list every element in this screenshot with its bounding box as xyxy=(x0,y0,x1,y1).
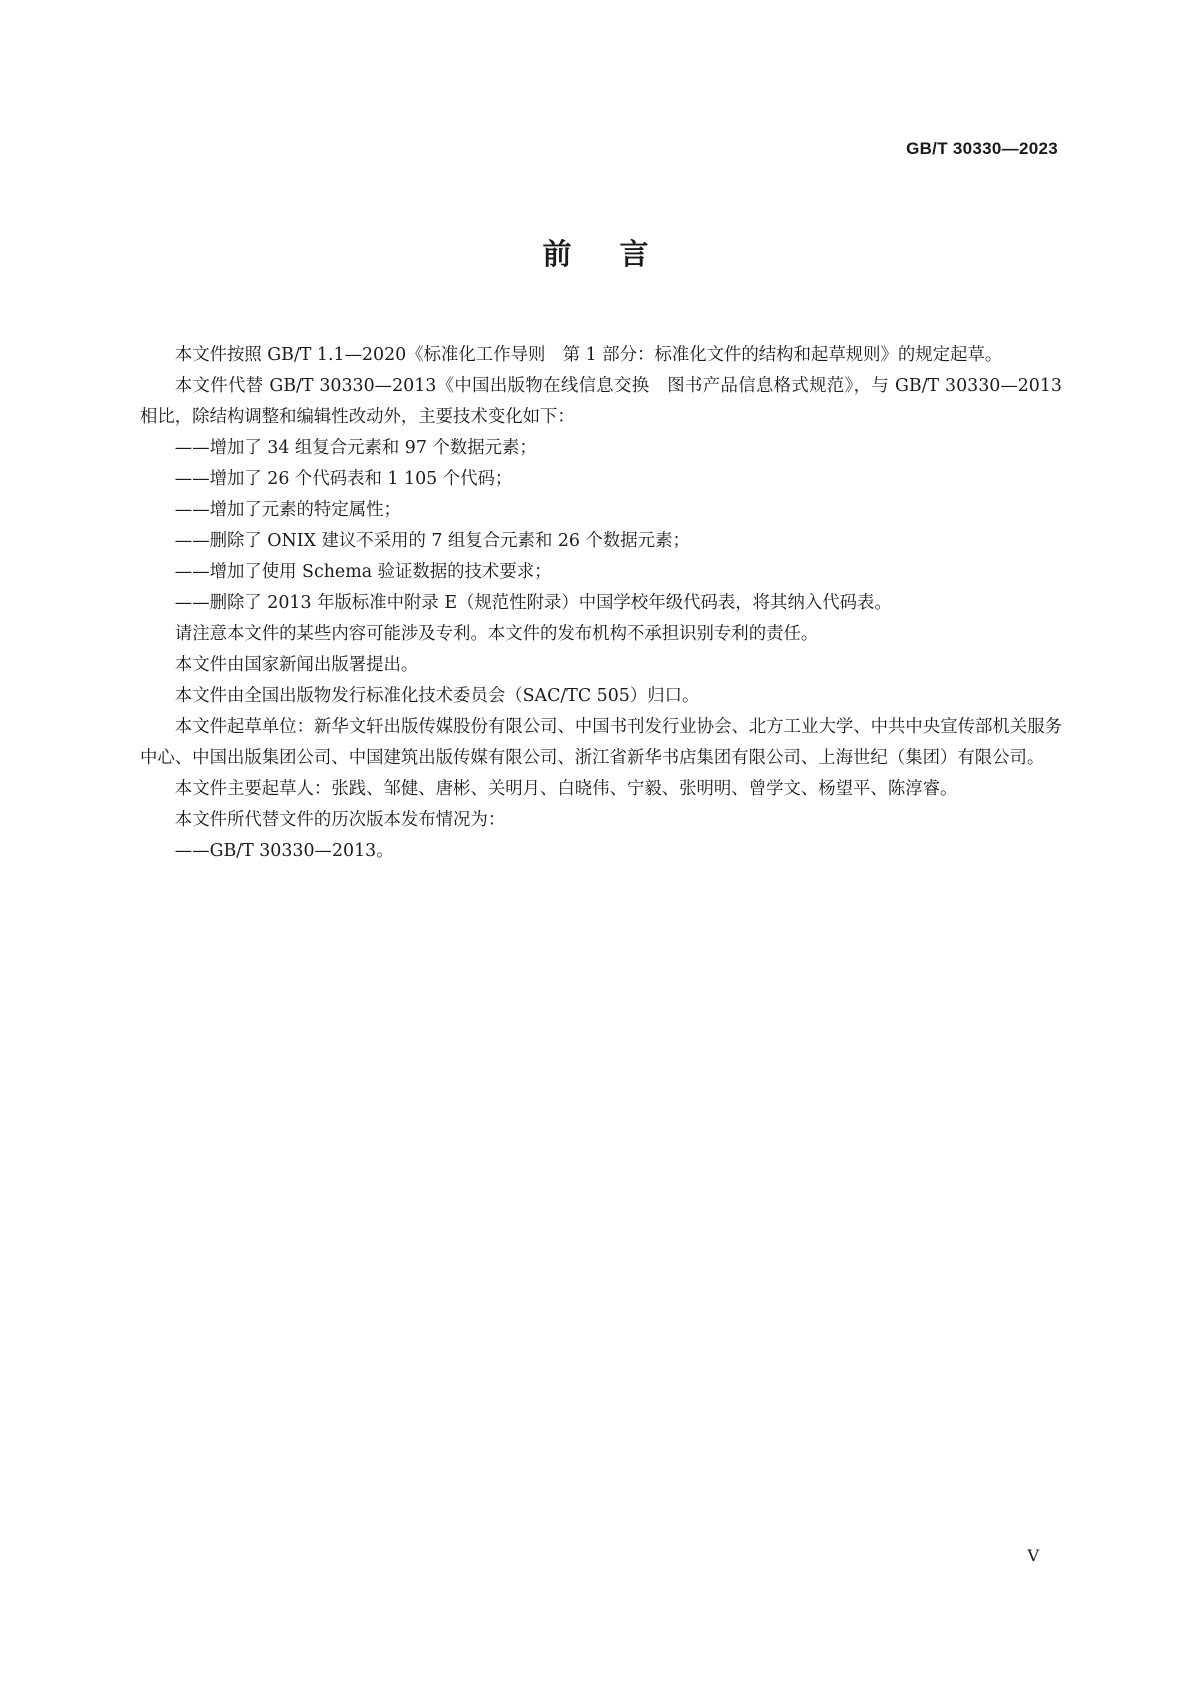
change-item: ——增加了使用 Schema 验证数据的技术要求； xyxy=(174,562,552,582)
paragraph-proposer: 本文件由国家新闻出版署提出。 xyxy=(174,655,419,675)
paragraph-patent-notice: 请注意本文件的某些内容可能涉及专利。本文件的发布机构不承担识别专利的责任。 xyxy=(174,624,819,644)
foreword-body xyxy=(140,340,1062,867)
page-title: 前言 xyxy=(542,237,697,271)
change-item: ——增加了 26 个代码表和 1 105 个代码； xyxy=(174,469,513,489)
paragraph-history-intro: 本文件所代替文件的历次版本发布情况为： xyxy=(174,810,506,830)
history-item: ——GB/T 30330—2013。 xyxy=(174,841,394,861)
paragraph-replacement: 本文件代替 GB/T 30330—2013《中国出版物在线信息交换 图书产品信息格式规范》，与 GB/T 30330—2013 相比，除结构调整和编辑性改动外，主要技术变化如下： xyxy=(140,376,1062,427)
change-item: ——增加了元素的特定属性； xyxy=(174,500,401,520)
change-item: ——删除了 2013 年版标准中附录 E（规范性附录）中国学校年级代码表，将其纳入代码表。 xyxy=(174,593,892,613)
change-item: ——增加了 34 组复合元素和 97 个数据元素； xyxy=(174,438,537,458)
paragraph-committee: 本文件由全国出版物发行标准化技术委员会（SAC/TC 505）归口。 xyxy=(174,686,700,706)
paragraph-drafters: 本文件主要起草人：张践、邹健、唐彬、关明月、白晓伟、宁毅、张明明、曾学文、杨望平、陈淳睿。 xyxy=(174,779,958,799)
standard-code: GB/T 30330—2023 xyxy=(906,139,1058,158)
change-item: ——删除了 ONIX 建议不采用的 7 组复合元素和 26 个数据元素； xyxy=(174,531,690,551)
page-number: V xyxy=(1027,1546,1039,1565)
paragraph-drafting-basis: 本文件按照 GB/T 1.1—2020《标准化工作导则 第 1 部分：标准化文件的结构和起草规则》的规定起草。 xyxy=(174,345,1003,365)
paragraph-drafting-units: 本文件起草单位：新华文轩出版传媒股份有限公司、中国书刊发行业协会、北方工业大学、中共中央宣传部机关服务中心、中国出版集团公司、中国建筑出版传媒有限公司、浙江省新华书店集团有限公司、上海世纪（集团）有限公司。 xyxy=(140,717,1062,768)
